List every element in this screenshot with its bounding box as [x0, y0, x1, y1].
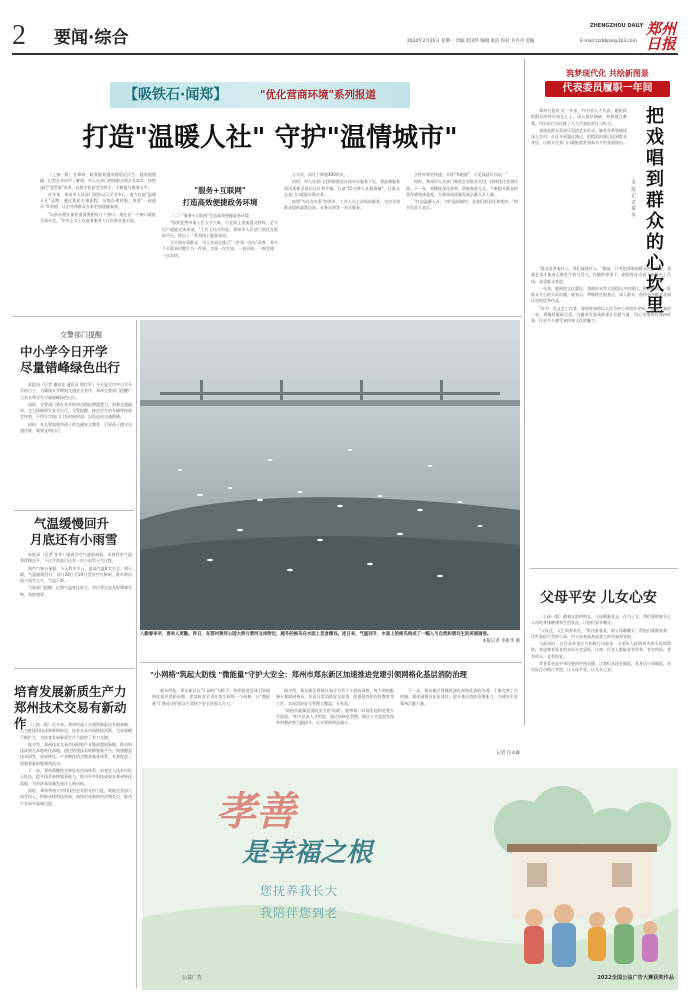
safety-column-1	[152, 688, 270, 758]
innovate-p4: 同时，郑州将加大对科技型企业的支持力度，鼓励企业加大研发投入，积极承接科技成果，加快形成新的经济增长点，推动产业向中高端迈进。	[20, 787, 132, 806]
school-p1: 本报讯（记者 谢成龙 通讯员 郑红军）今天是全市中小学开学的日子，为确保开学期间交通安全有序，郑州交警部门提醒广大家长和学生尽量错峰绿色出行。	[20, 382, 132, 400]
school-body	[20, 382, 132, 508]
lead-col1-p1: （上接一版）在郑州，政务服务越来越贴近民生，越来越便捷。记者在采访中了解到，市人社部门围绕群众和企业需求，持续深化"放管服"改革，以数字化转型为抓手，不断提升服务水平。	[40, 172, 156, 190]
header-email: E-mail:zzrbbjzx@163.com	[580, 39, 637, 44]
lead-col4-p3: "打造温暖人社，守护温情城市，是我们的责任和使命。"相关负责人表示。	[406, 199, 518, 211]
feature-byline: 本报记者 秦华	[631, 180, 637, 219]
safety-headline: "小网格"筑起大防线 "微能量"守护大安全：郑州市郑东新区加速推进党建引领网格化基层消防治理	[150, 670, 467, 679]
parent-headline: 父母平安 儿女心安	[540, 590, 657, 606]
feature-headline: 把戏唱到群众的心坎里	[646, 106, 664, 316]
paper-name-en: ZHENGZHOU DAILY	[590, 23, 644, 29]
lead-bottom-rule	[12, 316, 522, 317]
safety-column-2	[276, 688, 394, 758]
safety-p1: 新年伊始，郑东新区以"小网格"为抓手，持续推进党建引领网格化基层消防治理，把消防安全责任落实到每一个网格，让"微能量"汇聚成守护群众生命财产安全的强大合力。	[152, 688, 270, 706]
feature-kicker: 筑梦现代化 共绘新图景	[566, 69, 649, 78]
feature-p1: 郑州日报讯 近一年来，作为省人大代表，她始终把群众的呼声放在心上，深入基层调研，积极建言献策，用实际行动诠释了人大代表的责任与担当。	[531, 108, 627, 126]
header-rule	[12, 53, 678, 55]
innovate-headline-2: 郑州技术交易有新动作	[14, 700, 127, 731]
date-line: 2024年2月26日 星期一 责编 赵国华 编辑 张洁 校对 乔丹丹 美编	[407, 39, 535, 44]
river-birds-photo	[140, 320, 520, 630]
lead-col2-p1: （二）"服务+互联网"打造高效便捷政务环境	[170, 213, 250, 218]
safety-column-3	[400, 688, 518, 750]
photo-credit: 本报记者 李新华 摄	[482, 638, 520, 644]
weather-p3: 气象部门提醒，近期气温变化较大，市民要注意及时增减衣物，预防感冒。	[20, 585, 132, 597]
page-number: 2	[12, 20, 26, 51]
lead-subhead	[162, 185, 278, 211]
photo-caption: 入勤春来早，春来人更勤。昨日，在郑州黄河公园大桥与黄河北岸附近，越冬的候鸟在水面上觅食嬉戏。连日来，气温回升，水面上的候鸟构成了一幅人与自然和谐共生的美丽画卷。	[140, 632, 492, 637]
feature-body-top	[531, 108, 627, 258]
safety-p2: 据介绍，郑东新区将辖区划分为若干个消防网格，每个网格配备专兼职网格员，负责日常消防安全巡查、隐患排查和宣传教育等工作，实现消防安全管理全覆盖、无死角。	[276, 688, 394, 706]
feature-p2: 戏曲是群众喜闻乐见的艺术形式。她常年带领剧团深入农村、社区开展惠民演出，把精彩的剧目送到群众身边，让群众在家门口就能欣赏到高水平的戏曲演出。	[531, 127, 627, 146]
lead-col1-p3: "以前办理社保业务需要跑好几个窗口，现在在一个窗口就能全部办完。"市民王女士在政务服务大厅办理业务后说。	[40, 211, 156, 224]
banner-text: "优化营商环境"系列报道	[260, 89, 376, 101]
parent-p2: "父母在，人生尚有来处。"常回家看看，陪父母聊聊天，帮他们做做家务，这些看似平常的小事，对父母来说却是莫大的幸福和安慰。	[531, 627, 671, 639]
feature-bottom-rule	[530, 568, 678, 569]
lead-column-2	[162, 213, 278, 303]
photo-bottom-rule	[140, 662, 522, 663]
school-kicker: 交警部门提醒	[60, 331, 102, 339]
ad-title-1: 孝善	[216, 788, 296, 835]
school-p3: 同时，家长要加强对孩子的交通安全教育，引导孩子遵守交通法规，做到文明出行。	[20, 421, 132, 434]
feature-kicker-2: 代表委员履职一年间	[545, 81, 670, 97]
safety-p3: "网格员就像是消防安全的'前哨'，能够第一时间发现和处置火灾隐患。"相关负责人介绍说，通过网格化管理，辖区火灾隐患发现率和整改率大幅提升，火灾事故明显减少。	[276, 707, 394, 726]
lead-col1-p2: 近年来，郑州市人社部门坚持以人民为中心，着力打造"温暖人社"品牌，通过优化办事流程、压缩办理时限、推进"一网通办"等举措，让企业和群众办事更加便捷高效。	[40, 191, 156, 210]
ad-tag: 公益广告	[182, 975, 203, 981]
feature-p3: "群众喜欢看什么，我们就演什么。"她说，只有把戏唱到群众的心坎里，戏曲艺术才能真正焕发生机与活力。在她的带领下，剧团每年送戏下乡演出上百场，深受群众欢迎。	[531, 266, 671, 284]
ad-title-2: 是幸福之根	[242, 838, 373, 868]
feature-body-bottom	[531, 266, 671, 560]
school-bottom-rule	[14, 510, 134, 511]
lead-col3-p1: 万多次，同比下降超400余次。	[292, 172, 348, 177]
right-column-rule	[524, 58, 525, 726]
feature-p5: "作为一名文艺工作者，要始终坚持以人民为中心的创作导向。"她说，新的一年，将继续履职尽责，为繁荣发展戏曲事业贡献力量，用心用情讲好郑州故事，让更多人感受到传统文化的魅力。	[531, 305, 671, 324]
school-headline-2: 尽量错峰绿色出行	[20, 360, 121, 375]
lead-col3-p2: 同时，市人社部门还积极推进社保经办服务下沉，将高频服务事项延伸至基层社区和乡镇，打造"15分钟人社服务圈"，让群众在家门口就能办理业务。	[284, 179, 400, 197]
public-ad	[142, 768, 678, 990]
lead-column-3	[284, 172, 400, 302]
innovate-p2: 据介绍，郑州技术交易市场围绕产业链部署创新链，推动科技成果在本地转化落地。通过搭建技术转移服务平台，构建覆盖技术研发、成果转化、产业孵化的全链条服务体系，有效促进了创新要素的集聚和流动。	[20, 741, 132, 766]
lead-column-1	[40, 172, 156, 302]
lead-col2-p3: 为方便办事群众，市人社局还推行"一件事一次办"改革，将多个关联事项整合为一件事，实现一次告知、一表申请、一窗受理、一次办结。	[162, 240, 278, 258]
parent-p1: （上接一版）随着年龄的增长，父母渐渐老去，作为子女，我们要时刻关心父母的身体健康和生活状况，让他们安享晚年。	[531, 614, 671, 626]
lead-subhead-1: "服务+互联网"	[194, 186, 246, 195]
lead-headline: 打造"温暖人社" 守护"温情城市"	[82, 123, 458, 153]
weather-headline-2: 月底还有小雨雪	[30, 532, 118, 547]
paper-name-cn: 郑州日报	[646, 20, 677, 53]
left-column-rule	[136, 320, 137, 988]
parent-body	[531, 614, 671, 726]
lead-subhead-2: 打造高效便捷政务环境	[182, 198, 258, 207]
weather-headline-1: 气温缓慢回升	[34, 516, 110, 531]
lead-column-4	[406, 172, 518, 302]
news-photo	[140, 320, 520, 630]
weather-p2: 据市气象台预报，今天我市多云，最高气温8℃左右；明天晴，气温继续回升。预计28日至29日受冷空气影响，我市将出现小雨雪天气，气温下降。	[20, 565, 132, 584]
safety-byline: 记者 汪永森	[496, 751, 520, 756]
innovate-p3: 下一步，郑州将继续完善技术市场体系，培育壮大技术经纪人队伍，提升技术转移服务能力，推动更多科技成果在郑州转化落地，为经济高质量发展注入新动能。	[20, 768, 132, 786]
feature-p4: 一年来，她围绕文化惠民、戏曲传承等方面提出多项建议，推动解决了一批群众关心的实际问题。她表示，将继续扎根基层，深入群众，创作更多群众喜闻乐见的优秀作品。	[531, 285, 671, 304]
lead-col4-p2: 同时，郑州市人社部门聚焦企业群众关切，持续优化营商环境。下一步，将继续深化改革，创新服务方式，不断提升群众的获得感和满意度，为郑州高质量发展贡献人社力量。	[406, 179, 518, 197]
lead-col3-p3: 按照"为民办实事"的要求，工作人员主动靠前服务，为企业和群众提供政策咨询、业务办理等一站式服务。	[284, 199, 400, 211]
school-p2: 届时，交警部门将在各学校周边路段增派警力，加强交通疏导，全力保障师生安全出行。交警提醒，接送学生的车辆要按规定停放，不得在学校门口长时间停留，以免造成交通拥堵。	[20, 401, 132, 420]
innovate-headline-1: 培育发展新质生产力	[14, 684, 127, 699]
ad-line-1: 您抚养我长大	[260, 884, 339, 898]
photo-caption-box	[140, 632, 520, 660]
innovate-p1: （上接一版）近年来，郑州市深入实施创新驱动发展战略，大力推进科技成果转移转化，技术交易市场持续活跃，交易规模不断扩大，为培育发展新质生产力提供了有力支撑。	[20, 722, 132, 740]
page-header	[12, 22, 678, 52]
innovate-body	[20, 722, 132, 984]
lead-col4-p1: 立性申领更快速，实现"零跑腿"、不见面就可办结。"	[414, 172, 508, 177]
school-headline-1: 中小学今日开学	[20, 344, 108, 359]
parent-p4: 孝老爱亲是中华民族的传统美德。让我们从现在做起，从身边小事做起，用实际行动践行孝道，让父母平安，让儿女心安。	[531, 661, 671, 673]
ad-line-2: 我陪伴您到老	[260, 906, 339, 920]
lead-col2-p2: "如果您想申请入住人才公寓，可在网上直接提交材料，足不出户就能完成申请。"工作人员介绍说。郑州市人社部门依托互联网平台，推出了一系列线上服务事项。	[162, 220, 278, 238]
lead-banner	[110, 82, 410, 108]
banner-tag: 【吸铁石·闻郑】	[124, 87, 228, 103]
parent-p3: 与此同时，社会各界也应当积极行动起来，为老年人提供更多的关爱和帮助，营造尊老爱老的良好社会氛围，让每一位老人都能老有所养、老有所依、老有所乐、老有所安。	[531, 641, 671, 659]
weather-body	[20, 552, 132, 662]
section-title: 要闻·综合	[54, 28, 129, 48]
safety-p4: 下一步，郑东新区将继续深化网格化消防治理，不断完善工作机制，强化网格员队伍建设，提升基层消防治理能力，为建设平安郑州贡献力量。	[400, 688, 518, 706]
weather-bottom-rule	[14, 668, 134, 669]
ad-award: 2022全国公益广告大赛获奖作品	[597, 975, 674, 981]
weather-p1: 本报讯（记者 张华）随着冷空气逐渐减弱，本周我市气温将缓慢回升，不过月底前后还有一次小雨雪天气过程。	[20, 552, 132, 564]
